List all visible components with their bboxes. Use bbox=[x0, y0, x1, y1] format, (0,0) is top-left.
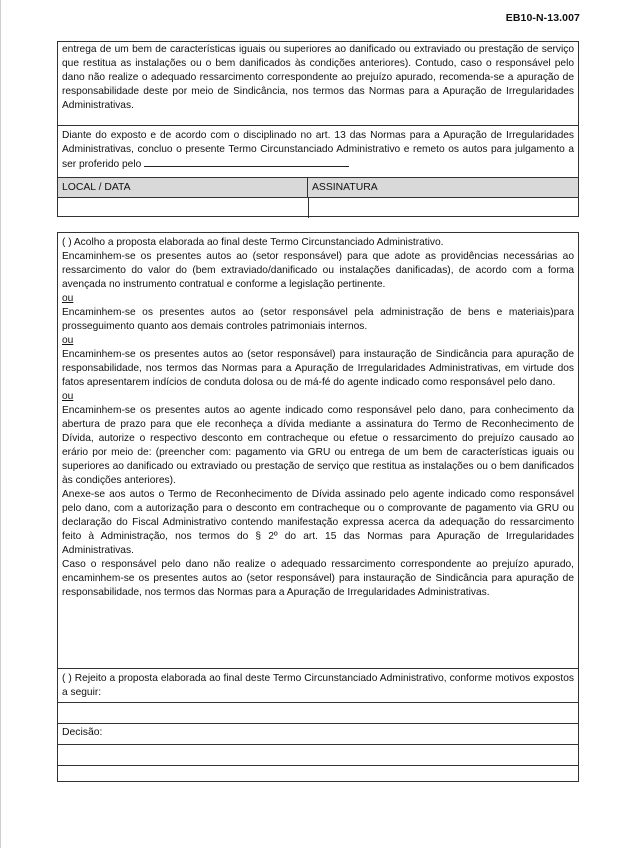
continuation-cell bbox=[58, 42, 578, 125]
or-separator: ou bbox=[62, 293, 74, 304]
or-separator: ou bbox=[62, 391, 74, 402]
document-code: EB10-N-13.007 bbox=[505, 12, 580, 24]
accept-option: ( ) Acolho a proposta elaborada ao final deste Termo Circunstanciado Administrativo. bbox=[62, 237, 444, 248]
page-edge bbox=[0, 0, 1, 848]
conclusion-text bbox=[62, 129, 574, 172]
assinatura-field[interactable] bbox=[309, 198, 578, 218]
option-sindicancia: Encaminhem-se os presentes autos ao (setor responsável) para instauração de Sindicância para apuração de responsabilidade, nos termos das Normas para a Apuração de Irregularidades Administrativas, em virtude dos fatos apresentarem indícios de conduta dolosa ou de má-fé do agente indicado como responsável pelo dano. bbox=[62, 349, 574, 388]
option-ressarcimento: Encaminhem-se os presentes autos ao (setor responsável) para que adote as providências necessárias ao ressarcimento do valor do (bem extraviado/danificado ou instalações danificadas), de acordo com a forma avençada no instrumento contratual e conforme a legislação pertinente. bbox=[62, 251, 574, 290]
reason-line[interactable] bbox=[58, 702, 578, 723]
decision-box bbox=[57, 232, 579, 782]
option-reconhecimento-divida: Encaminhem-se os presentes autos ao agente indicado como responsável pelo dano, para conhecimento da abertura de prazo para que ele reconheça a dívida mediante a assinatura do Termo de Reconhecimento de Dívida, autorize o respectivo desconto em contracheque ou efetue o ressarcimento do prejuízo causado ao erário por meio de: (preencher com: pagamento via GRU ou entrega de um bem de características iguais ou superiores ao danificado ou extraviado ou prestação de serviço que restitua as instalações ou o bem danificados às condições anteriores). bbox=[62, 405, 574, 486]
judge-blank-line[interactable] bbox=[144, 157, 349, 167]
accept-cell bbox=[58, 233, 578, 668]
reject-option: ( ) Rejeito a proposta elaborada ao final deste Termo Circunstanciado Administrativo, conforme motivos expostos a seguir: bbox=[62, 673, 574, 698]
conclusion-cell bbox=[58, 125, 578, 177]
decision-line-1[interactable] bbox=[58, 744, 578, 765]
local-data-field[interactable] bbox=[58, 198, 309, 218]
continuation-text: entrega de um bem de características iguais ou superiores ao danificado ou extraviado ou prestação de serviço que restitua as instalações ou o bem danificados às condições anteriores). Contudo, caso o responsável pelo dano não realize o adequado ressarcimento correspondente ao prejuízo apurado, recomenda-se a apuração de responsabilidade deste por meio de Sindicância, nos termos das Normas para a Apuração de Irregularidades Administrativas. bbox=[62, 44, 574, 111]
local-data-label: LOCAL / DATA bbox=[58, 178, 308, 197]
reject-cell bbox=[58, 668, 578, 702]
option-controle-patrimonial: Encaminhem-se os presentes autos ao (setor responsável pela administração de bens e materiais)para prosseguimento quanto aos demais controles patrimoniais internos. bbox=[62, 307, 574, 332]
conclusion-sentence: Diante do exposto e de acordo com o disciplinado no art. 13 das Normas para a Apuração de Irregularidades Administrativas, concluo o presente Termo Circunstanciado Administrativo e remeto os autos para julgamento a ser proferido pelo bbox=[62, 130, 574, 170]
decision-label: Decisão: bbox=[62, 727, 103, 738]
conclusion-box bbox=[57, 41, 579, 217]
signature-header bbox=[58, 177, 578, 197]
fallback-instruction: Caso o responsável pelo dano não realize o adequado ressarcimento correspondente ao prejuízo apurado, encaminhem-se os presentes autos ao (setor responsável) para instauração de Sindicância para apuração de responsabilidade, nos termos das Normas para a Apuração de Irregularidades Administrativas. bbox=[62, 559, 574, 598]
signature-fields-row bbox=[58, 197, 578, 218]
annex-instruction: Anexe-se aos autos o Termo de Reconhecimento de Dívida assinado pelo agente indicado como responsável pelo dano, com a autorização para o desconto em contracheque ou o comprovante de pagamento via GRU ou declaração do Fiscal Administrativo contendo manifestação expressa acerca da adequação do ressarcimento feito à Administração, nos termos do § 2º do art. 15 das Normas para Apuração de Irregularidades Administrativas. bbox=[62, 489, 574, 556]
decision-label-row bbox=[58, 723, 578, 744]
decision-line-2[interactable] bbox=[58, 765, 578, 785]
or-separator: ou bbox=[62, 335, 74, 346]
assinatura-label: ASSINATURA bbox=[312, 182, 378, 193]
